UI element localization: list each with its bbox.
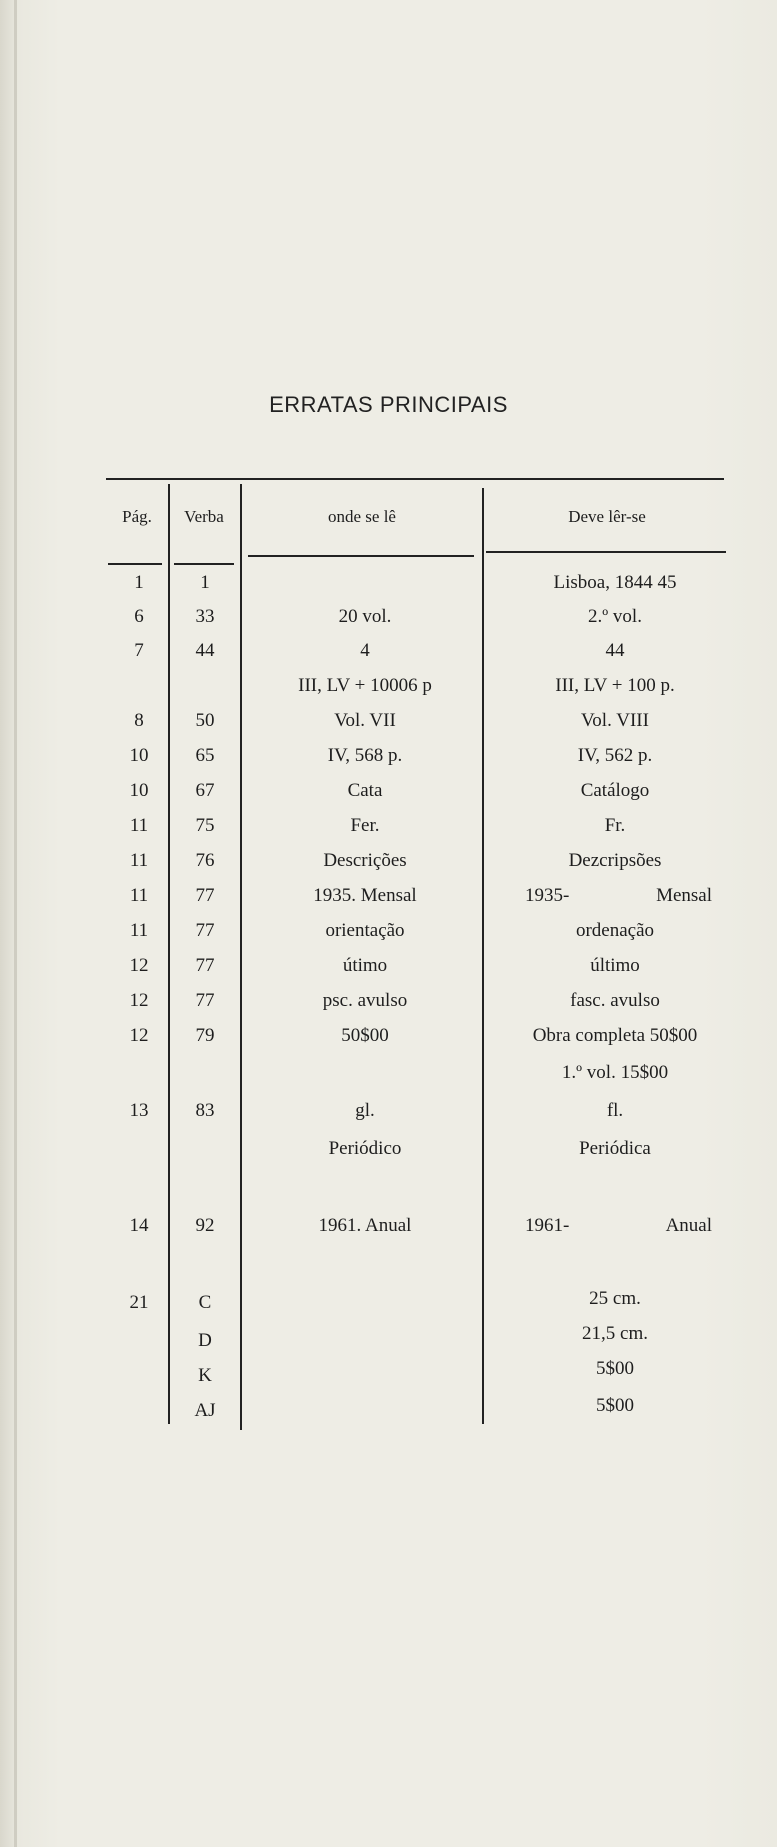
cell-onde: 4 bbox=[360, 640, 370, 661]
cell-pag: 10 bbox=[129, 745, 149, 766]
cell-onde: Cata bbox=[347, 780, 383, 801]
cell-verba: 77 bbox=[195, 920, 215, 941]
cell-pag: 11 bbox=[129, 920, 149, 941]
cell-deve: 1.º vol. 15$00 bbox=[561, 1062, 669, 1083]
cell-pag: 8 bbox=[134, 710, 144, 731]
cell-verba: 79 bbox=[195, 1025, 215, 1046]
header-pag: Pág. bbox=[122, 507, 152, 526]
cell-deve: Catálogo bbox=[580, 780, 650, 801]
cell-pag: 13 bbox=[129, 1100, 149, 1121]
cell-pag: 21 bbox=[129, 1292, 149, 1313]
cell-verba: K bbox=[198, 1365, 212, 1386]
header-rule-pag bbox=[108, 563, 162, 565]
cell-verba: 77 bbox=[195, 955, 215, 976]
cell-onde: 1961. Anual bbox=[318, 1215, 412, 1236]
cell-verba: 44 bbox=[195, 640, 215, 661]
cell-verba: C bbox=[198, 1292, 212, 1313]
cell-deve: fasc. avulso bbox=[570, 990, 660, 1011]
cell-deve: fl. bbox=[606, 1100, 624, 1121]
cell-deve: III, LV + 100 p. bbox=[555, 675, 675, 696]
table-top-rule bbox=[106, 478, 724, 480]
cell-deve: 2.º vol. bbox=[588, 606, 642, 627]
cell-onde: útimo bbox=[342, 955, 388, 976]
header-deve: Deve lêr-se bbox=[568, 507, 646, 526]
cell-pag: 7 bbox=[134, 640, 144, 661]
cell-onde: III, LV + 10006 p bbox=[298, 675, 432, 696]
header-verba: Verba bbox=[184, 507, 224, 526]
cell-pag: 12 bbox=[129, 955, 149, 976]
cell-onde: Periódico bbox=[328, 1138, 402, 1159]
cell-deve: IV, 562 p. bbox=[577, 745, 653, 766]
cell-pag: 10 bbox=[129, 780, 149, 801]
cell-verba: 50 bbox=[195, 710, 215, 731]
column-rule-2 bbox=[240, 484, 242, 1430]
cell-pag: 11 bbox=[129, 850, 149, 871]
header-onde: onde se lê bbox=[328, 507, 396, 526]
cell-verba: 76 bbox=[195, 850, 215, 871]
cell-pag: 12 bbox=[129, 990, 149, 1011]
cell-deve: último bbox=[590, 955, 640, 976]
cell-deve-year: 1935- bbox=[525, 885, 570, 906]
cell-verba: D bbox=[198, 1330, 212, 1351]
cell-onde: orientação bbox=[325, 920, 405, 941]
cell-deve: Fr. bbox=[604, 815, 626, 836]
cell-pag: 11 bbox=[129, 815, 149, 836]
cell-deve: Dezcripsões bbox=[568, 850, 662, 871]
cell-deve: Obra completa 50$00 bbox=[532, 1025, 698, 1046]
cell-pag: 11 bbox=[129, 885, 149, 906]
cell-onde: Descrições bbox=[323, 850, 407, 871]
cell-deve: 5$00 bbox=[596, 1358, 634, 1379]
cell-deve-word: Mensal bbox=[656, 885, 712, 906]
cell-verba: 75 bbox=[195, 815, 215, 836]
cell-verba: 1 bbox=[200, 572, 210, 593]
cell-deve: Periódica bbox=[579, 1138, 651, 1159]
cell-pag: 12 bbox=[129, 1025, 149, 1046]
cell-onde: IV, 568 p. bbox=[327, 745, 403, 766]
cell-verba: 77 bbox=[195, 885, 215, 906]
cell-deve: Lisboa, 1844 45 bbox=[553, 572, 677, 593]
header-rule-verba bbox=[174, 563, 234, 565]
cell-deve: ordenação bbox=[575, 920, 655, 941]
header-rule-deve bbox=[486, 551, 726, 553]
cell-verba: 83 bbox=[195, 1100, 215, 1121]
cell-verba: 67 bbox=[195, 780, 215, 801]
cell-onde: 50$00 bbox=[341, 1025, 389, 1046]
cell-deve: Vol. VIII bbox=[581, 710, 649, 731]
header-rule-onde bbox=[248, 555, 474, 557]
cell-deve bbox=[490, 1215, 740, 1237]
cell-onde: Vol. VII bbox=[334, 710, 396, 731]
cell-onde: 1935. Mensal bbox=[313, 885, 417, 906]
cell-deve: 25 cm. bbox=[589, 1288, 641, 1309]
cell-deve-word: Anual bbox=[665, 1215, 712, 1236]
cell-onde: gl. bbox=[355, 1100, 375, 1121]
cell-verba: 65 bbox=[195, 745, 215, 766]
cell-deve: 21,5 cm. bbox=[582, 1323, 648, 1344]
cell-onde: 20 vol. bbox=[338, 606, 392, 627]
cell-deve bbox=[490, 885, 740, 907]
cell-verba: AJ bbox=[194, 1400, 216, 1421]
cell-verba: 33 bbox=[195, 606, 215, 627]
cell-verba: 92 bbox=[195, 1215, 215, 1236]
cell-pag: 14 bbox=[129, 1215, 149, 1236]
binding-edge bbox=[14, 0, 17, 1847]
page-title: ERRATAS PRINCIPAIS bbox=[269, 392, 508, 417]
cell-deve: 44 bbox=[605, 640, 625, 661]
cell-deve: 5$00 bbox=[596, 1395, 634, 1416]
cell-verba: 77 bbox=[195, 990, 215, 1011]
cell-pag: 1 bbox=[134, 572, 144, 593]
cell-onde: Fer. bbox=[350, 815, 380, 836]
cell-deve-year: 1961- bbox=[525, 1215, 570, 1236]
cell-onde: psc. avulso bbox=[322, 990, 408, 1011]
cell-pag: 6 bbox=[134, 606, 144, 627]
